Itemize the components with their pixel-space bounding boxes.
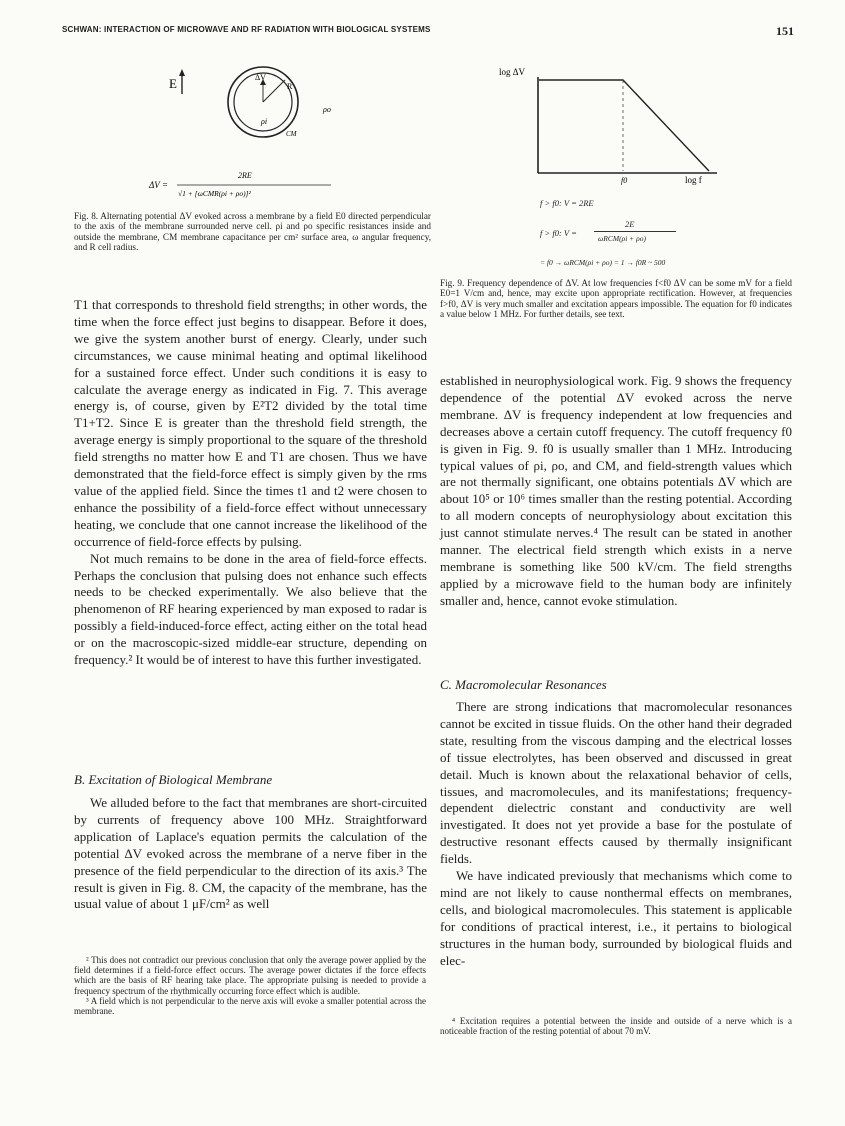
f0-label: f0	[621, 176, 628, 185]
formula-numerator: 2RE	[238, 171, 252, 180]
footnote-4: ⁴ Excitation requires a potential between the inside and outside of a nerve which is a noticeable fraction of the resting potential of about 70 mV.	[440, 1016, 792, 1037]
left-paragraph-1: T1 that corresponds to threshold field strengths; in other words, the time when the force effect just begins to disappear. Before it does, we give the system another burst of energy. Clearly, under such circumstances, we cause minimal heating and optimal likelihood for a sustained force effect. Under such conditions it is easy to calculate the average energy as indicated in Fig. 7. This average energy is, of course, given by E²T2 divided by the total time T1+T2. Since E is greater than the threshold field strength, the average energy is simply proportional to the square of the threshold field strengths no matter how E and T1 are chosen. Thus we have demonstrated that the field-force effect is simply given by the rms value of the applied field. Since the times t1 and t2 were chosen to enhance the possibility of a field-force effect without unnecessary heating, we conclude that one cannot increase the likelihood of the occurrence of field-force effects by pulsing.	[74, 297, 427, 549]
right-column-continued	[440, 699, 792, 970]
fig9-equation-2-denominator: ωRCM(ρi + ρo)	[598, 234, 646, 243]
figure-8-caption: Fig. 8. Alternating potential ΔV evoked across a membrane by a field E0 directed perpendicular to the axis of the membrane surrounded nerve cell. ρi and ρo specific resistances inside and outside the membrane, CM membrane capacitance per cm² surface area, ω angular frequency, and R cell radius.	[74, 211, 431, 252]
figure-9-caption: Fig. 9. Frequency dependence of ΔV. At low frequencies f<f0 ΔV can be some mV for a field E0=1 V/cm and, hence, may excite upon appropriate rectification. However, at frequencies f>f0, ΔV is very much smaller and excitation appears impossible. The equation for f0 indicates a value below 1 MHz. For further details, see text.	[440, 278, 792, 319]
running-title: SCHWAN: INTERACTION OF MICROWAVE AND RF RADIATION WITH BIOLOGICAL SYSTEMS	[62, 25, 431, 34]
fig9-equation-1: f > f0: V = 2RE	[540, 198, 594, 208]
figure-9-graph	[495, 55, 745, 195]
po-label: ρo	[323, 105, 331, 114]
footnote-2: ² This does not contradict our previous conclusion that only the average power applied by the field determines if a field-force effect occurs. The average power dictates if the force effects which are the basis of RF hearing take place. The appropriate pulsing is needed to provide a frequency spectrum of the rhythmically occurring force effect which is audible.	[74, 955, 426, 996]
pi-label: ρi	[261, 117, 268, 126]
right-paragraph-3: We have indicated previously that mechanisms which come to mind are not likely to cause nonthermal effects on membranes, cells, and biological macromolecules. This statement is applicable for conditions of practical interest, i.e., it pertains to biological structures in the human body, surrounded by biological fluids and elec-	[440, 868, 792, 968]
left-footnotes	[74, 955, 426, 1016]
section-c-heading: C. Macromolecular Resonances	[440, 677, 607, 692]
section-b-heading: B. Excitation of Biological Membrane	[74, 772, 273, 787]
left-column-continued	[74, 795, 427, 913]
right-footnotes	[440, 1016, 792, 1036]
left-paragraph-2: Not much remains to be done in the area of field-force effects. Perhaps the conclusion that pulsing does not enhance such effects needs to be checked experimentally. We also believe that the phenomenon of RF hearing experienced by man exposed to radar is possibly a field-induced-force effect, acting either on the total head or on the macroscopic-sized middle-ear structure, depending on frequency.² It would be of interest to have this further investigated.	[74, 550, 427, 668]
x-axis-label: log f	[685, 175, 702, 185]
right-paragraph-1: established in neurophysiological work. Fig. 9 shows the frequency dependence of the potential ΔV evoked across the nerve membrane. ΔV is frequency independent at low frequencies and decreases above a certain cutoff frequency. The cutoff frequency f0 is given in Fig. 9. f0 is usually smaller than 1 MHz. Introducing typical values of ρi, ρo, and CM, and field-strength values which are not thermally significant, one obtains potentials ΔV which are about 10⁵ or 10⁶ times smaller than the resting potential. According to all modern concepts of neurophysiology about excitation this just cannot stimulate nerves.⁴ The result can be stated in another manner. The electrical field strength which exists in a nerve membrane is something like 500 kV/cm. The field strengths applied by a microwave field to the human body are infinitely smaller and, hence, cannot evoke stimulation.	[440, 373, 792, 608]
left-column	[74, 297, 427, 669]
fig9-equation-2-numerator: 2E	[625, 219, 635, 229]
formula-denominator: √1 + [ωCMR(ρi + ρo)]²	[178, 189, 251, 198]
fig9-equation-3: = f0 → ωRCM(ρi + ρo) = 1 → f0R ~ 500	[540, 258, 666, 267]
fig9-equation-2-lhs: f > f0: V =	[540, 228, 577, 238]
r-label: R	[287, 82, 293, 91]
dv-label: ΔV	[255, 73, 266, 82]
cm-label: CM	[286, 130, 297, 138]
frequency-curve	[539, 80, 709, 171]
field-label: E	[169, 76, 177, 91]
left-paragraph-3: We alluded before to the fact that membranes are short-circuited by currents of frequency above 100 MHz. Straightforward application of Laplace's equation permits the calculation of the potential ΔV evoked across the membrane of a nerve fiber in the presence of the field perpendicular to the direction of its axis.³ The result is given in Fig. 8. CM, the capacity of the membrane, has the usual value of about 1 μF/cm² as well	[74, 795, 427, 912]
page-number: 151	[776, 24, 794, 38]
y-axis-label: log ΔV	[499, 67, 526, 77]
right-paragraph-2: There are strong indications that macromolecular resonances cannot be excited in tissue fluids. On the other hand their degraded state, resulting from the viscous damping and the electrical losses of tissue electrolytes, has been observed and discussed in great detail. Much is known about the relaxational behavior of cells, tissues, and macromolecules, and its manifestations; frequency-dependent dielectric constant and conductivity are well investigated. It does not yet provide a base for the postulate of destructive resonant effects caused by thermally insignificant fields.	[440, 699, 792, 867]
figure-8-diagram	[95, 60, 435, 210]
footnote-3: ³ A field which is not perpendicular to the nerve axis will evoke a smaller potential across the membrane.	[74, 995, 426, 1017]
right-column	[440, 373, 792, 610]
formula-lhs: ΔV =	[149, 180, 168, 190]
